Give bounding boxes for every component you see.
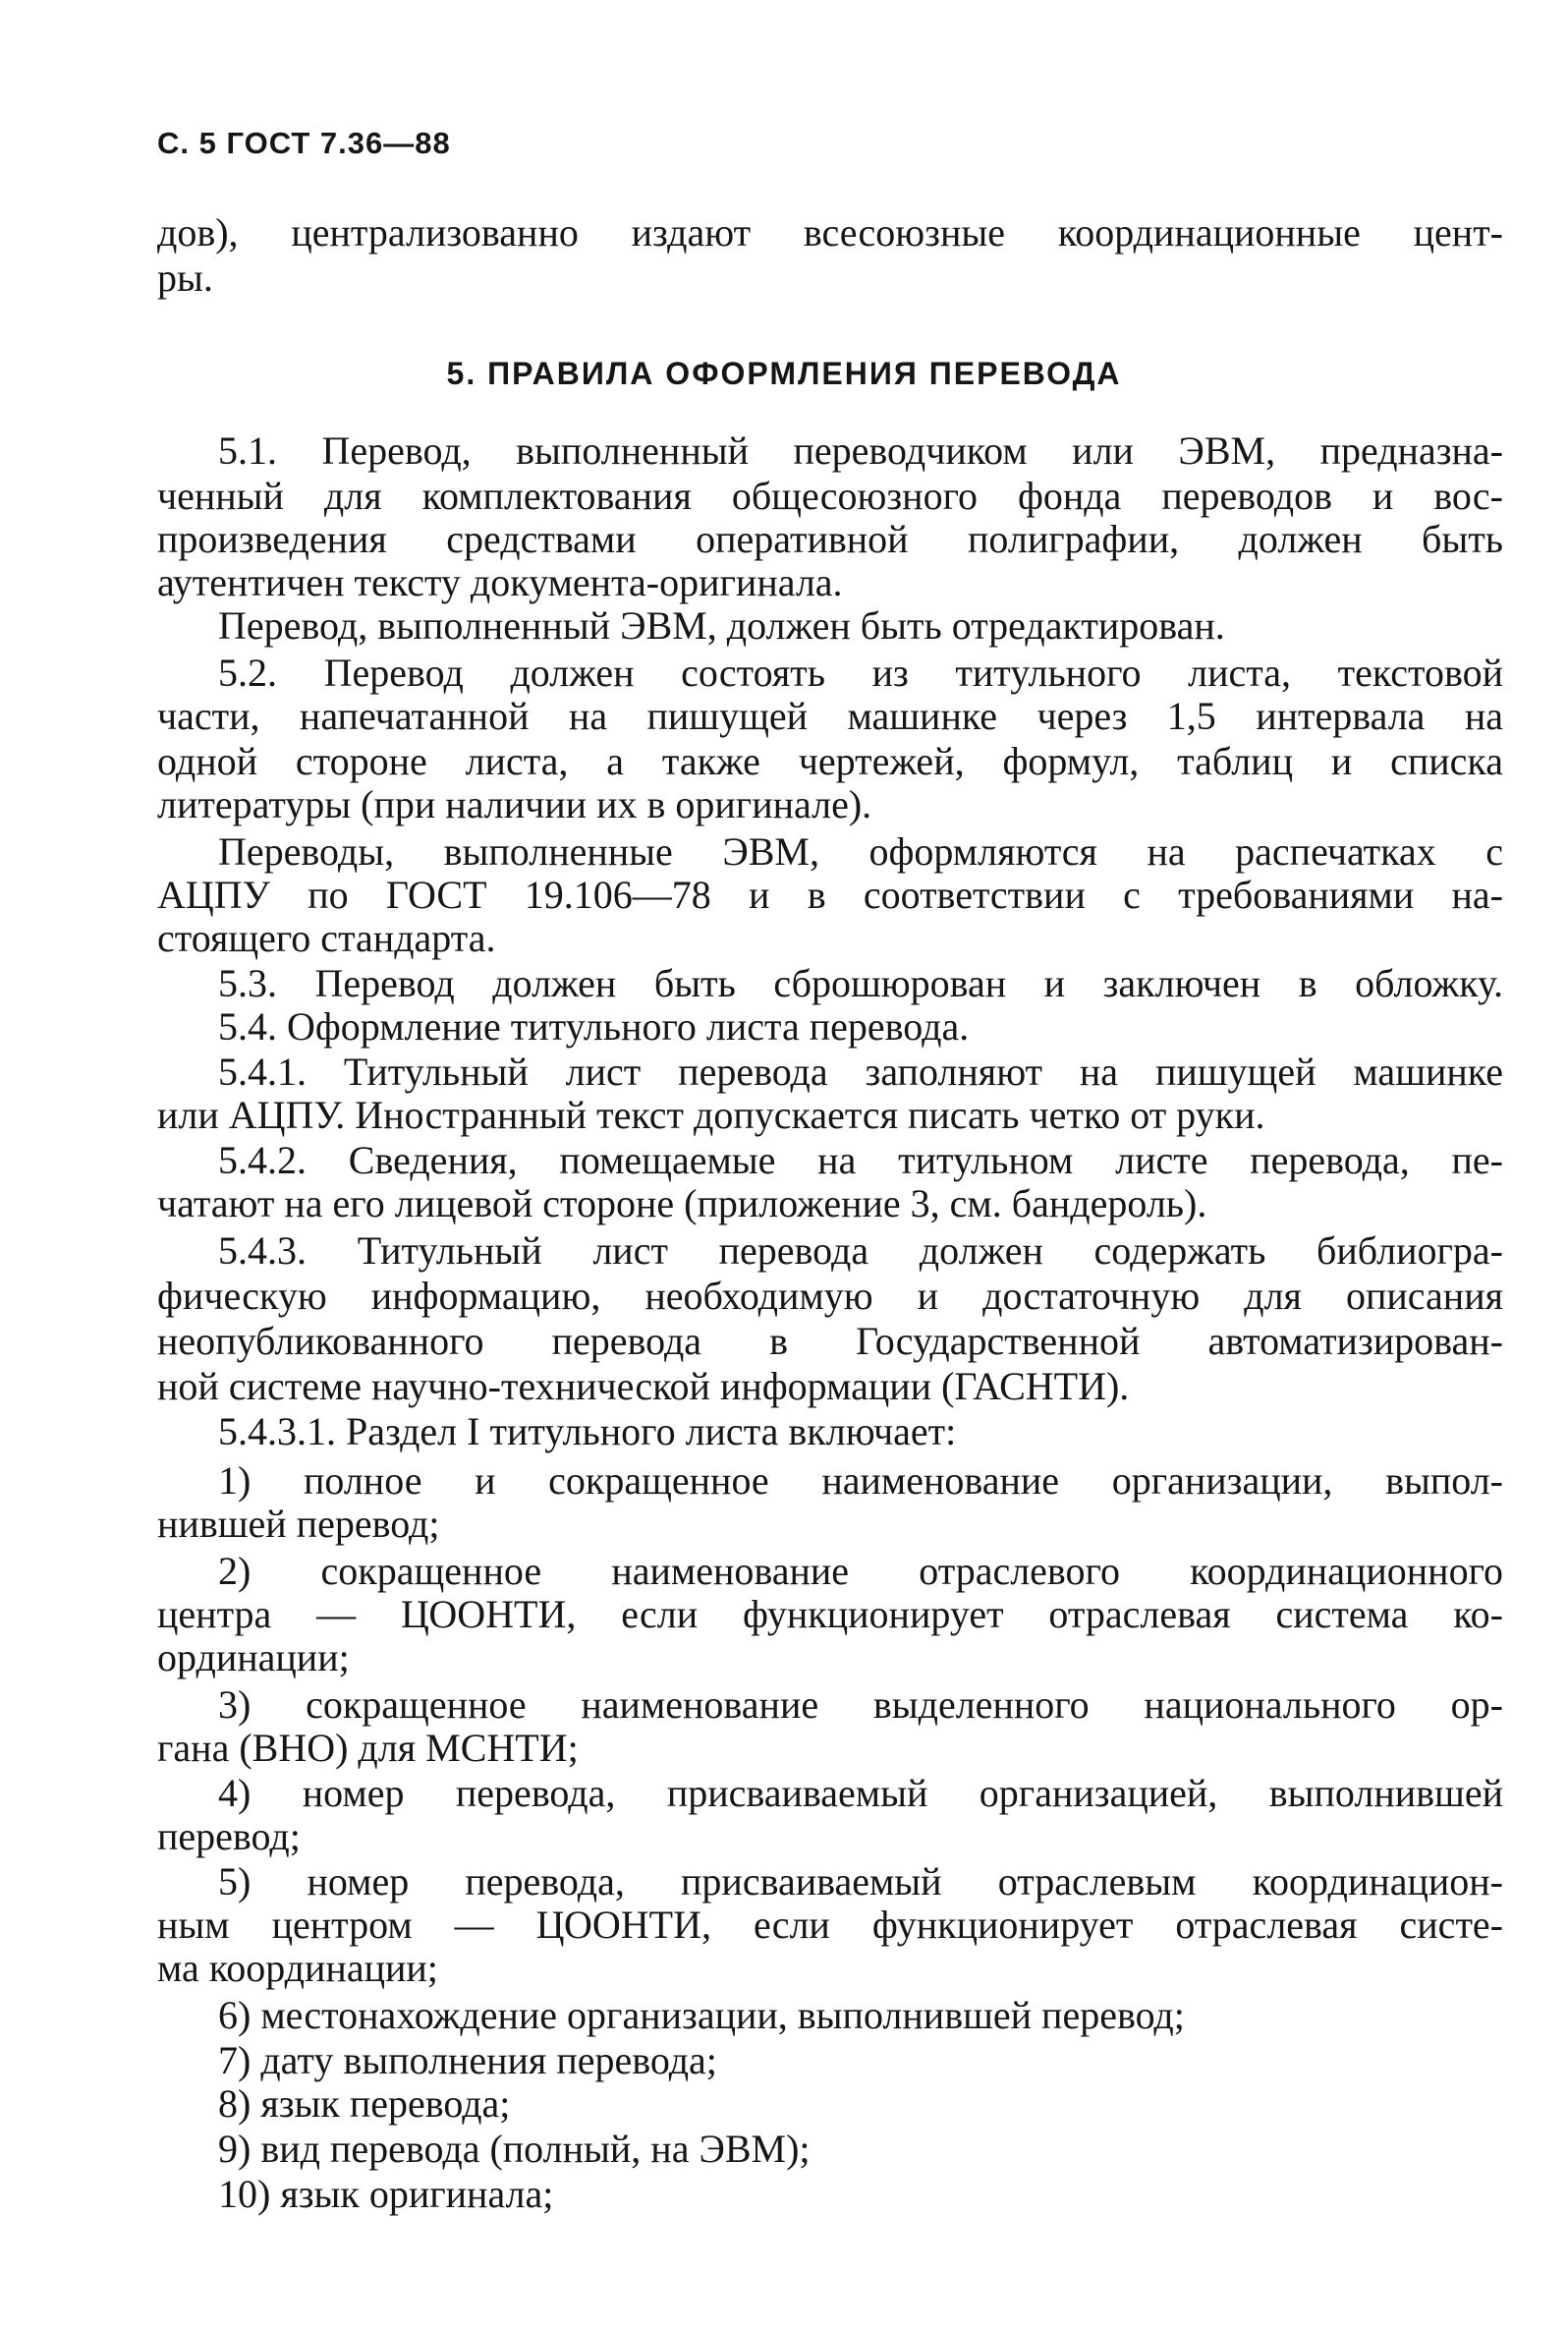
text-line: 5.2. Перевод должен состоять из титульного листа, текстовой bbox=[218, 651, 1503, 695]
text-line: 5.1. Перевод, выполненный переводчиком или ЭВМ, предназна- bbox=[218, 428, 1503, 473]
text-line: перевод; bbox=[157, 1814, 301, 1858]
text-line: нившей перевод; bbox=[157, 1502, 440, 1546]
list-item: 7) дату выполнения перевода; bbox=[218, 2038, 717, 2082]
text-line: одной стороне листа, а также чертежей, формул, таблиц и списка bbox=[157, 739, 1503, 783]
text-line: ординации; bbox=[157, 1635, 350, 1679]
text-line: гана (ВНО) для МСНТИ; bbox=[157, 1726, 579, 1770]
text-line: Переводы, выполненные ЭВМ, оформляются на распечатках с bbox=[218, 829, 1503, 874]
text-line: 5.4.1. Титульный лист перевода заполняют на пишущей машинке bbox=[218, 1050, 1503, 1094]
list-item: 8) язык перевода; bbox=[218, 2081, 511, 2126]
text-line: произведения средствами оперативной полиграфии, должен быть bbox=[157, 517, 1503, 561]
text-line: 5.4.2. Сведения, помещаемые на титульном листе перевода, пе- bbox=[218, 1138, 1503, 1182]
text-line: неопубликованного перевода в Государственной автоматизирован- bbox=[157, 1319, 1503, 1363]
list-item: 10) язык оригинала; bbox=[218, 2172, 554, 2216]
text-line: части, напечатанной на пишущей машинке через 1,5 интервала на bbox=[157, 694, 1503, 738]
text-line: аутентичен тексту документа-оригинала. bbox=[157, 560, 843, 604]
list-item: 3) сокращенное наименование выделенного национального ор- bbox=[218, 1682, 1503, 1727]
section-heading: 5. ПРАВИЛА ОФОРМЛЕНИЯ ПЕРЕВОДА bbox=[446, 356, 1122, 391]
text-line: дов), централизованно издают всесоюзные координационные цент- bbox=[157, 210, 1503, 255]
text-line: центра — ЦООНТИ, если функционирует отраслевая система ко- bbox=[157, 1592, 1503, 1636]
text-line: фическую информацию, необходимую и достаточную для описания bbox=[157, 1274, 1503, 1318]
text-line: Перевод, выполненный ЭВМ, должен быть отредактирован. bbox=[218, 603, 1225, 648]
text-line: 5.4.3. Титульный лист перевода должен содержать библиогра- bbox=[218, 1228, 1503, 1273]
page-header: С. 5 ГОСТ 7.36—88 bbox=[157, 126, 451, 160]
text-line: ным центром — ЦООНТИ, если функционирует отраслевая систе- bbox=[157, 1903, 1503, 1947]
list-item: 1) полное и сокращенное наименование организации, выпол- bbox=[218, 1458, 1503, 1503]
text-line: ченный для комплектования общесоюзного фонда переводов и вос- bbox=[157, 474, 1503, 518]
list-item: 5) номер перевода, присваиваемый отраслевым координацион- bbox=[218, 1859, 1503, 1904]
list-item: 9) вид перевода (полный, на ЭВМ); bbox=[218, 2127, 811, 2171]
text-line: 5.4.3.1. Раздел I титульного листа включает: bbox=[218, 1409, 957, 1453]
text-line: 5.3. Перевод должен быть сброшюрован и заключен в обложку. bbox=[218, 961, 1503, 1005]
text-line: литературы (при наличии их в оригинале). bbox=[157, 782, 872, 826]
text-line: 5.4. Оформление титульного листа перевода. bbox=[218, 1004, 970, 1049]
text-line: чатают на его лицевой стороне (приложение 3, см. бандероль). bbox=[157, 1181, 1207, 1225]
list-item: 4) номер перевода, присваиваемый организацией, выполнившей bbox=[218, 1771, 1503, 1815]
list-item: 2) сокращенное наименование отраслевого координационного bbox=[218, 1549, 1503, 1593]
text-line: АЦПУ по ГОСТ 19.106—78 и в соответствии с требованиями на- bbox=[157, 873, 1503, 917]
text-line: или АЦПУ. Иностранный текст допускается писать четко от руки. bbox=[157, 1093, 1265, 1137]
list-item: 6) местонахождение организации, выполнившей перевод; bbox=[218, 1993, 1185, 2037]
text-line: ма координации; bbox=[157, 1946, 438, 1990]
text-line: ной системе научно-технической информации (ГАСНТИ). bbox=[157, 1364, 1130, 1408]
text-line: стоящего стандарта. bbox=[157, 916, 496, 960]
text-line: ры. bbox=[157, 256, 213, 300]
